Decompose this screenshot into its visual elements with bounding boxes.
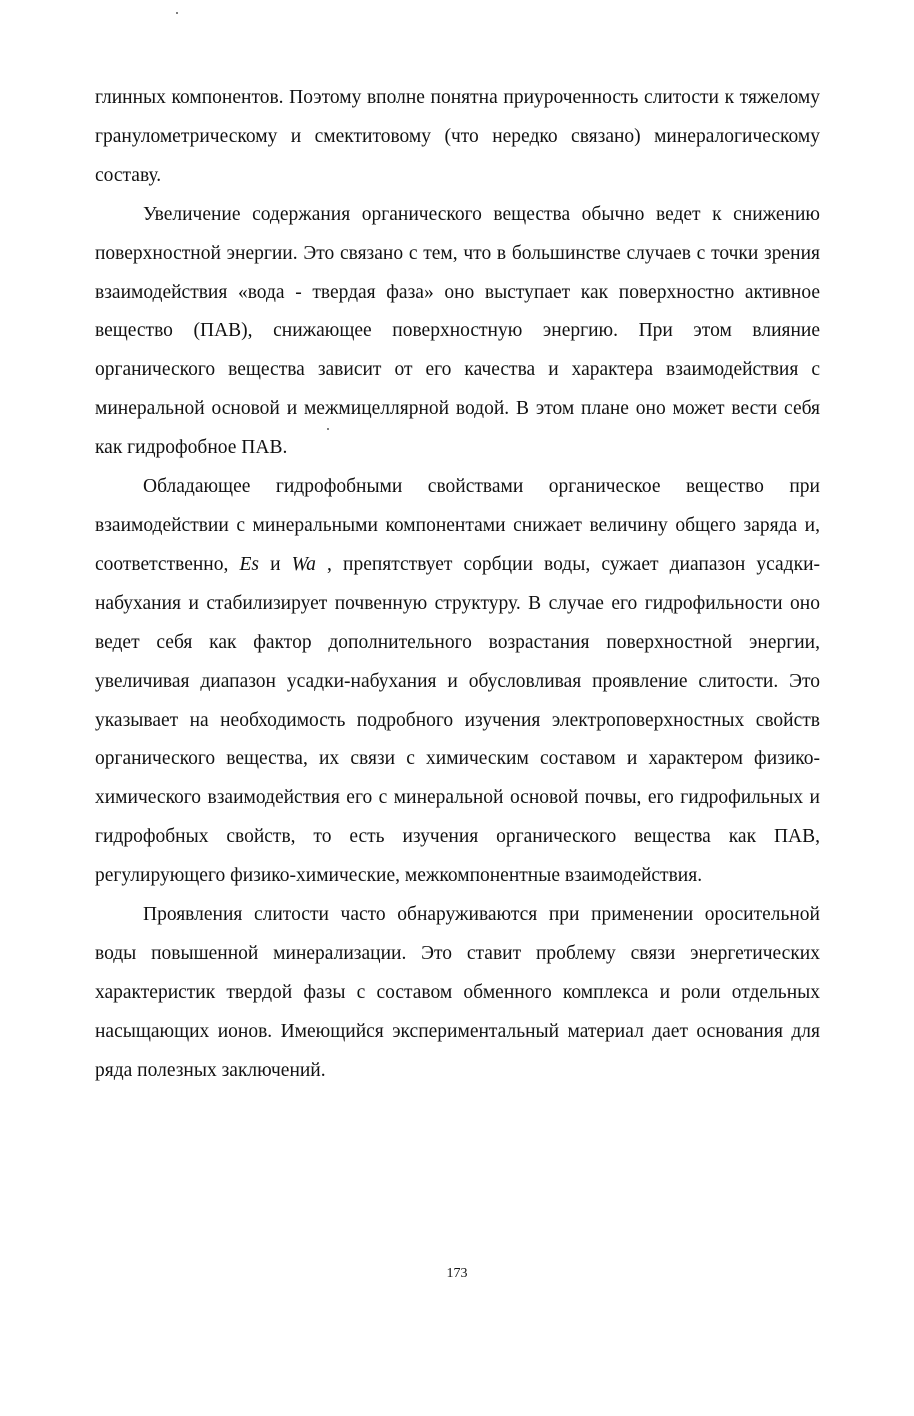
variable-wa: Wa	[291, 553, 316, 575]
paragraph-4: Проявления слитости часто обнаруживаются при применении оросительной воды повышенной минерализации. Это ставит проблему связи энергетических характеристик твердой фазы с составом обменного комплекса и роли отдельных насыщающих ионов. Имеющийся экспериментальный материал дает основания для ряда полезных заключений.	[95, 904, 820, 1081]
scan-speck	[176, 12, 178, 14]
paragraph-3-text-start: Обладающее гидрофобными свойствами органическое вещество при взаимодействии с минеральными компонентами снижает величину общего заряда и, соответственно,	[95, 476, 820, 575]
paragraph-3-conjunction: и	[270, 553, 281, 575]
paragraph-2: Увеличение содержания органического вещества обычно ведет к снижению поверхностной энергии. Это связано с тем, что в большинстве случаев с точки зрения взаимодействия «вода - твердая фаза» оно выступает как поверхностно активное вещество (ПАВ), снижающее поверхностную энергию. При этом влияние органического вещества зависит от его качества и характера взаимодействия с минеральной основой и межмицеллярной водой. В этом плане оно может вести себя как гидрофобное ПАВ.	[95, 203, 820, 459]
paragraph-1: глинных компонентов. Поэтому вполне понятна приуроченность слитости к тяжелому гранулометрическому и смектитовому (что нередко связано) минералогическому составу.	[95, 87, 820, 186]
variable-es: Es	[239, 553, 259, 575]
paragraph-3-text-end: , препятствует сорбции воды, сужает диапазон усадки-набухания и стабилизирует почвенную структуру. В случае его гидрофильности оно ведет себя как фактор дополнительного возрастания поверхностной энергии, увеличивая диапазон усадки-набухания и обусловливая проявление слитости. Это указывает на необходимость подробного изучения электроповерхностных свойств органического вещества, их связи с химическим составом и характером физико-химического взаимодействия его с минеральной основой почвы, его гидрофильных и гидрофобных свойств, то есть изучения органического вещества как ПАВ, регулирующего физико-химические, межкомпонентные взаимодействия.	[95, 553, 821, 887]
page-body	[95, 79, 820, 1091]
paragraph-3	[95, 468, 820, 896]
page-number: 173	[446, 1266, 468, 1281]
